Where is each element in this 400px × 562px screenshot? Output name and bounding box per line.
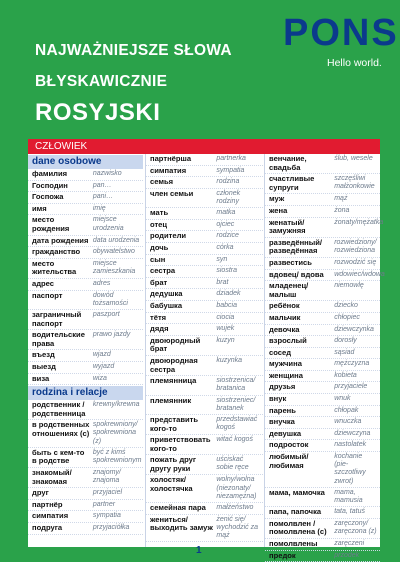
column-2 bbox=[145, 154, 263, 547]
polish-translation: kobieta bbox=[334, 371, 357, 379]
polish-translation: obywatelstwo bbox=[92, 248, 135, 256]
vocab-row bbox=[146, 189, 263, 208]
vocab-row bbox=[146, 336, 263, 356]
title-line-2: BŁYSKAWICZNIE bbox=[35, 73, 168, 90]
russian-word: дочь bbox=[150, 242, 169, 252]
russian-word: дата рождения bbox=[32, 235, 89, 245]
polish-translation: miejsce zamieszkania bbox=[92, 259, 136, 275]
polish-translation: babcia bbox=[216, 301, 238, 309]
vocab-row bbox=[146, 208, 263, 220]
polish-translation: ciocia bbox=[216, 313, 235, 321]
page-number: 1 bbox=[196, 545, 202, 556]
polish-translation: dziewczyna bbox=[334, 429, 371, 437]
vocab-row bbox=[28, 448, 143, 468]
polish-translation: siostra bbox=[216, 267, 237, 275]
russian-word: виза bbox=[32, 373, 50, 383]
vocab-row bbox=[146, 231, 263, 243]
vocab-row bbox=[28, 247, 143, 259]
vocab-row bbox=[265, 417, 380, 429]
vocab-row bbox=[146, 435, 263, 455]
russian-word: предок bbox=[269, 550, 296, 560]
russian-word: пожать друг другу руки bbox=[150, 455, 197, 473]
russian-word: младенец/ малыш bbox=[269, 281, 309, 299]
polish-translation: zaręczeni bbox=[334, 540, 365, 548]
polish-translation: ojciec bbox=[216, 220, 235, 228]
russian-word: адрес bbox=[32, 278, 55, 288]
vocab-row bbox=[28, 310, 143, 330]
column-3 bbox=[264, 154, 385, 560]
polish-translation: niemowlę bbox=[334, 282, 364, 290]
polish-translation: dorosły bbox=[334, 337, 357, 345]
vocab-row bbox=[146, 278, 263, 290]
vocab-row bbox=[28, 169, 143, 181]
polish-translation: imię bbox=[92, 204, 106, 212]
polish-translation: partner bbox=[92, 500, 116, 508]
vocab-row bbox=[146, 220, 263, 232]
polish-translation: siostrzenica/ bratanica bbox=[216, 377, 256, 393]
vocab-row bbox=[146, 396, 263, 415]
russian-word: место жительства bbox=[32, 258, 77, 277]
polish-translation: przyjaciel bbox=[92, 489, 123, 497]
polish-translation: małżeństwo bbox=[216, 504, 254, 512]
russian-word: брат bbox=[150, 277, 168, 287]
vocab-row bbox=[28, 511, 143, 523]
vocab-row bbox=[146, 313, 263, 325]
polish-translation: chłopak bbox=[334, 406, 359, 414]
russian-word: взрослый bbox=[269, 336, 307, 346]
section-heading: dane osobowe bbox=[28, 155, 143, 169]
polish-translation: przedstawiać kogoś bbox=[216, 415, 258, 432]
russian-word: выезд bbox=[32, 361, 56, 371]
russian-word: племянник bbox=[150, 395, 192, 405]
vocabulary-card bbox=[28, 139, 385, 560]
topic-bar: CZŁOWIEK bbox=[28, 139, 380, 154]
vocab-row bbox=[265, 519, 380, 539]
russian-word: холостяк/ холостячка bbox=[150, 475, 193, 494]
russian-word: вдовец/ вдова bbox=[269, 269, 324, 279]
vocab-row bbox=[265, 507, 380, 519]
vocab-row bbox=[28, 215, 143, 235]
russian-word: ребёнок bbox=[269, 301, 300, 311]
polish-translation: pan… bbox=[92, 181, 112, 189]
russian-word: дядя bbox=[150, 324, 169, 334]
vocab-row bbox=[265, 394, 380, 406]
polish-translation: żona bbox=[334, 206, 350, 214]
polish-translation: rozwodzić się bbox=[334, 258, 377, 266]
russian-word: мужчина bbox=[269, 359, 302, 369]
vocab-row bbox=[28, 362, 143, 374]
vocab-row bbox=[265, 440, 380, 452]
polish-translation: syn bbox=[216, 255, 228, 263]
vocab-row bbox=[146, 154, 263, 166]
russian-word: папа, папочка bbox=[269, 507, 322, 517]
vocab-row bbox=[265, 301, 380, 313]
vocab-row bbox=[28, 330, 143, 350]
vocab-row bbox=[146, 243, 263, 255]
vocab-row bbox=[265, 194, 380, 206]
vocab-row bbox=[265, 371, 380, 383]
russian-word: сын bbox=[150, 254, 166, 264]
vocab-row bbox=[28, 420, 143, 448]
vocab-row bbox=[265, 325, 380, 337]
russian-word: внук bbox=[269, 394, 287, 404]
vocab-row bbox=[265, 406, 380, 418]
vocab-row bbox=[28, 468, 143, 488]
polish-translation: wnuczka bbox=[334, 418, 362, 426]
russian-word: партнёрша bbox=[150, 154, 192, 163]
russian-word: девушка bbox=[269, 428, 302, 438]
russian-word: приветствовать кого-то bbox=[150, 435, 211, 453]
russian-word: быть с кем-то в родстве bbox=[32, 447, 85, 466]
polish-translation: nastolatek bbox=[334, 441, 367, 449]
vocab-row bbox=[146, 475, 263, 503]
russian-word: мальчик bbox=[269, 312, 301, 322]
polish-translation: członek rodziny bbox=[216, 189, 241, 205]
russian-word: помолвлены bbox=[269, 539, 318, 549]
vocab-row bbox=[28, 291, 143, 310]
russian-word: водительские права bbox=[32, 330, 85, 348]
russian-word: Госпожа bbox=[32, 192, 64, 202]
russian-word: помолвлен / помолвлена (с) bbox=[269, 518, 327, 537]
russian-word: имя bbox=[32, 203, 47, 213]
vocab-row bbox=[146, 255, 263, 267]
polish-translation: wolny/wolna (niezonaty/ niezamężna) bbox=[216, 476, 257, 500]
vocab-row bbox=[265, 269, 385, 282]
vocab-row bbox=[28, 350, 143, 362]
vocab-row bbox=[146, 324, 263, 336]
vocab-row bbox=[265, 429, 380, 441]
polish-translation: wiza bbox=[92, 374, 107, 382]
russian-word: подруга bbox=[32, 523, 63, 533]
polish-translation: przyjaciele bbox=[334, 383, 368, 391]
polish-translation: adres bbox=[92, 279, 111, 287]
vocab-row bbox=[146, 177, 263, 189]
vocab-row bbox=[265, 174, 380, 194]
russian-word: семейная пара bbox=[150, 503, 206, 513]
polish-translation: spokrewniony/ spokrewniona (z) bbox=[92, 421, 138, 445]
column-1 bbox=[28, 154, 143, 547]
polish-translation: rozwiedziony/ rozwiedziona bbox=[334, 238, 377, 254]
vocab-row bbox=[28, 488, 143, 500]
polish-translation: dowód tożsamości bbox=[92, 291, 128, 307]
polish-translation: szczęśliwi małżonkowie bbox=[334, 175, 375, 191]
word-list bbox=[28, 400, 143, 535]
columns bbox=[28, 154, 385, 560]
russian-word: представить кого-то bbox=[150, 414, 199, 433]
language-title: ROSYJSKI bbox=[35, 99, 161, 126]
russian-word: Господин bbox=[32, 180, 68, 190]
russian-word: развестись bbox=[269, 257, 312, 267]
polish-translation: przyjaciółka bbox=[92, 524, 130, 532]
russian-word: мама, мамочка bbox=[269, 487, 325, 497]
polish-translation: być z kimś spokrewnionym bbox=[92, 448, 142, 465]
vocab-row bbox=[146, 503, 263, 515]
polish-translation: sympatia bbox=[216, 166, 245, 174]
polish-translation: dziadek bbox=[216, 290, 241, 298]
polish-translation: uściskać sobie ręce bbox=[216, 456, 249, 472]
header bbox=[0, 0, 400, 138]
polish-translation: tata, tatuś bbox=[334, 508, 365, 516]
russian-word: родители bbox=[150, 231, 187, 241]
vocab-row bbox=[146, 376, 263, 395]
russian-word: сестра bbox=[150, 266, 176, 276]
vocab-row bbox=[28, 181, 143, 193]
polish-translation: wnuk bbox=[334, 395, 351, 403]
vocab-row bbox=[146, 289, 263, 301]
vocab-row bbox=[28, 259, 143, 279]
polish-translation: brat bbox=[216, 278, 229, 286]
polish-translation: sąsiad bbox=[334, 348, 355, 356]
polish-translation: miejsce urodzenia bbox=[92, 216, 124, 232]
russian-word: въезд bbox=[32, 350, 55, 360]
polish-translation: wdowiec/wdowa bbox=[334, 270, 385, 278]
vocab-row bbox=[265, 539, 380, 551]
russian-word: семья bbox=[150, 177, 174, 187]
vocab-row bbox=[146, 301, 263, 313]
section-heading: rodzina i relacje bbox=[28, 386, 143, 400]
russian-word: сосед bbox=[269, 347, 292, 357]
russian-word: венчание, свадьба bbox=[269, 154, 307, 172]
russian-word: гражданство bbox=[32, 247, 81, 257]
vocab-row bbox=[265, 258, 380, 270]
vocab-row bbox=[265, 348, 380, 360]
polish-translation: siostrzeniec/ bratanek bbox=[216, 396, 256, 412]
vocab-row bbox=[146, 515, 263, 543]
russian-word: внучка bbox=[269, 417, 295, 427]
russian-word: жена bbox=[269, 205, 288, 215]
polish-translation: dziewczynka bbox=[334, 325, 374, 333]
russian-word: родственник / родственница bbox=[32, 400, 86, 418]
russian-word: отец bbox=[150, 219, 168, 229]
polish-translation: mąż bbox=[334, 195, 348, 203]
pons-logo: PONS bbox=[283, 12, 399, 54]
russian-word: жениться/ выходить замуж bbox=[150, 514, 213, 533]
polish-translation: mężczyzna bbox=[334, 360, 370, 368]
russian-word: разведённый/ разведённая bbox=[269, 237, 323, 256]
polish-translation: prawo jazdy bbox=[92, 331, 131, 339]
polish-translation: dziecko bbox=[334, 302, 358, 310]
vocab-row bbox=[265, 488, 380, 507]
polish-translation: zaręczony/ zaręczona (z) bbox=[334, 519, 377, 536]
russian-word: любимый/ любимая bbox=[269, 452, 309, 470]
vocab-row bbox=[28, 400, 143, 420]
vocab-row bbox=[146, 415, 263, 435]
polish-translation: kochanie (pie- szczotliwy zwrot) bbox=[334, 453, 366, 485]
russian-word: член семьи bbox=[150, 188, 194, 198]
russian-word: двоюродный брат bbox=[150, 335, 201, 354]
russian-word: знакомый/ знакомая bbox=[32, 468, 72, 486]
vocab-row bbox=[265, 551, 380, 562]
word-list bbox=[28, 169, 143, 385]
russian-word: счастливые супруги bbox=[269, 174, 315, 192]
russian-word: парень bbox=[269, 405, 296, 415]
polish-translation: kuzyn bbox=[216, 336, 235, 344]
polish-translation: paszport bbox=[92, 310, 120, 318]
vocab-row bbox=[146, 356, 263, 376]
vocab-row bbox=[146, 266, 263, 278]
vocab-row bbox=[265, 359, 380, 371]
polish-translation: rodzina bbox=[216, 178, 240, 186]
russian-word: подросток bbox=[269, 440, 309, 450]
vocab-row bbox=[28, 192, 143, 204]
russian-word: племянница bbox=[150, 376, 197, 386]
vocab-row bbox=[28, 236, 143, 248]
russian-word: муж bbox=[269, 194, 285, 204]
tagline: Hello world. bbox=[327, 57, 382, 69]
vocab-row bbox=[146, 455, 263, 475]
russian-word: мать bbox=[150, 208, 169, 218]
polish-translation: pani… bbox=[92, 193, 114, 201]
vocab-row bbox=[28, 374, 143, 386]
polish-translation: ślub, wesele bbox=[334, 155, 373, 162]
polish-translation: przodek bbox=[334, 551, 360, 559]
russian-word: симпатия bbox=[150, 165, 187, 175]
polish-translation: nazwisko bbox=[92, 170, 122, 177]
polish-translation: mama, mamusia bbox=[334, 488, 363, 505]
russian-word: женатый/ замужняя bbox=[269, 217, 306, 236]
polish-translation: data urodzenia bbox=[92, 236, 140, 244]
vocab-row bbox=[28, 279, 143, 291]
vocab-row bbox=[265, 336, 380, 348]
word-list bbox=[265, 154, 385, 562]
russian-word: тётя bbox=[150, 312, 167, 322]
vocab-row bbox=[28, 500, 143, 512]
polish-translation: wjazd bbox=[92, 351, 111, 359]
russian-word: друзья bbox=[269, 382, 296, 392]
russian-word: двоюродная сестра bbox=[150, 355, 198, 374]
vocab-row bbox=[265, 217, 384, 238]
russian-word: бабушка bbox=[150, 300, 183, 310]
vocab-row bbox=[28, 523, 143, 535]
russian-word: фамилия bbox=[32, 169, 68, 178]
polish-translation: wujek bbox=[216, 325, 235, 333]
russian-word: женщина bbox=[269, 370, 303, 380]
vocab-row bbox=[265, 313, 380, 325]
russian-word: партнёр bbox=[32, 499, 63, 509]
polish-translation: krewny/krewna bbox=[92, 401, 140, 409]
vocab-row bbox=[28, 204, 143, 216]
polish-translation: kuzynka bbox=[216, 356, 243, 364]
russian-word: дедушка bbox=[150, 289, 183, 299]
word-list bbox=[146, 154, 263, 542]
polish-translation: wyjazd bbox=[92, 362, 115, 370]
russian-word: в родственных отношениях (с) bbox=[32, 420, 90, 438]
vocab-row bbox=[265, 206, 380, 218]
polish-translation: witać kogoś bbox=[216, 436, 253, 444]
title-line-1: NAJWAŻNIEJSZE SŁOWA bbox=[35, 42, 232, 59]
polish-translation: żonaty/mężatka bbox=[334, 218, 384, 226]
polish-translation: matka bbox=[216, 209, 236, 217]
vocab-row bbox=[265, 452, 380, 488]
polish-translation: żenić się/ wychodzić za mąż bbox=[216, 515, 259, 540]
vocab-row bbox=[265, 154, 380, 174]
vocab-row bbox=[265, 382, 380, 394]
russian-word: заграничный паспорт bbox=[32, 309, 82, 328]
russian-word: место рождения bbox=[32, 215, 70, 233]
polish-translation: chłopiec bbox=[334, 313, 360, 321]
russian-word: девочка bbox=[269, 324, 300, 334]
polish-translation: rodzice bbox=[216, 232, 239, 240]
vocab-row bbox=[265, 238, 380, 258]
polish-translation: znajomy/ znajoma bbox=[92, 469, 121, 485]
polish-translation: partnerka bbox=[216, 155, 246, 162]
russian-word: паспорт bbox=[32, 290, 63, 300]
polish-translation: sympatia bbox=[92, 512, 121, 520]
russian-word: друг bbox=[32, 488, 49, 498]
polish-translation: córka bbox=[216, 243, 234, 251]
russian-word: симпатия bbox=[32, 511, 69, 521]
vocab-row bbox=[146, 166, 263, 178]
vocab-row bbox=[265, 281, 380, 301]
